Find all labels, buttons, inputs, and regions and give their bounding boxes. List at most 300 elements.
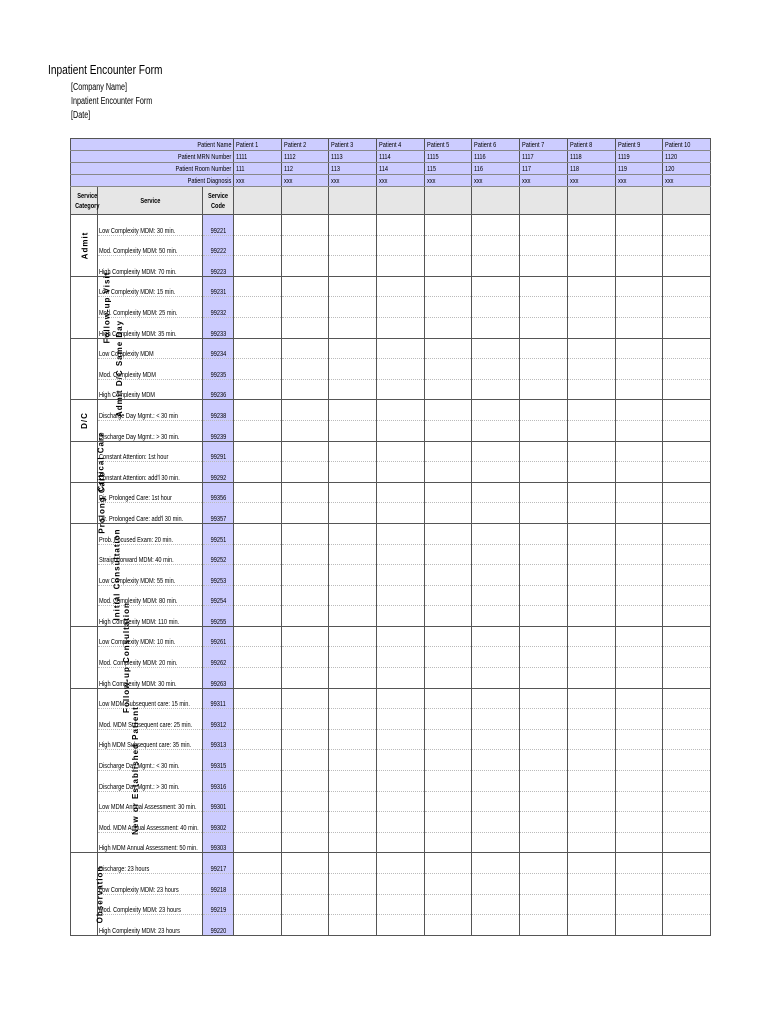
encounter-entry-cell[interactable] [567,750,615,771]
encounter-entry-cell[interactable] [234,297,282,318]
encounter-entry-cell[interactable] [472,688,520,709]
encounter-entry-cell[interactable] [234,771,282,792]
encounter-entry-cell[interactable] [281,812,329,833]
patient-cell-name[interactable] [663,139,711,151]
encounter-entry-cell[interactable] [329,729,377,750]
encounter-entry-cell[interactable] [472,791,520,812]
encounter-entry-cell[interactable] [472,379,520,400]
encounter-entry-cell[interactable] [567,626,615,647]
encounter-entry-cell[interactable] [567,297,615,318]
encounter-entry-cell[interactable] [472,441,520,462]
encounter-entry-cell[interactable] [234,523,282,544]
encounter-entry-cell[interactable] [615,503,663,524]
encounter-entry-cell[interactable] [234,235,282,256]
encounter-entry-cell[interactable] [520,420,568,441]
encounter-entry-cell[interactable] [424,874,472,895]
encounter-entry-cell[interactable] [281,915,329,936]
encounter-entry-cell[interactable] [663,503,711,524]
encounter-entry-cell[interactable] [424,359,472,380]
encounter-entry-cell[interactable] [567,832,615,853]
patient-cell-name[interactable] [520,139,568,151]
encounter-entry-cell[interactable] [377,441,425,462]
patient-cell-room[interactable] [472,163,520,175]
encounter-entry-cell[interactable] [663,894,711,915]
encounter-entry-cell[interactable] [472,215,520,236]
encounter-entry-cell[interactable] [377,359,425,380]
encounter-entry-cell[interactable] [615,750,663,771]
encounter-entry-cell[interactable] [567,894,615,915]
patient-cell-dx[interactable] [472,175,520,187]
encounter-entry-cell[interactable] [424,235,472,256]
encounter-entry-cell[interactable] [567,606,615,627]
encounter-entry-cell[interactable] [234,400,282,421]
encounter-entry-cell[interactable] [520,668,568,689]
encounter-entry-cell[interactable] [329,874,377,895]
encounter-entry-cell[interactable] [615,379,663,400]
encounter-entry-cell[interactable] [567,276,615,297]
encounter-entry-cell[interactable] [377,585,425,606]
encounter-entry-cell[interactable] [234,276,282,297]
encounter-entry-cell[interactable] [567,853,615,874]
encounter-entry-cell[interactable] [472,812,520,833]
patient-cell-mrn[interactable] [377,151,425,163]
encounter-entry-cell[interactable] [615,585,663,606]
patient-cell-room[interactable] [567,163,615,175]
encounter-entry-cell[interactable] [424,462,472,483]
encounter-entry-cell[interactable] [663,688,711,709]
encounter-entry-cell[interactable] [424,750,472,771]
encounter-entry-cell[interactable] [281,441,329,462]
encounter-entry-cell[interactable] [234,853,282,874]
encounter-entry-cell[interactable] [424,338,472,359]
patient-cell-name[interactable] [234,139,282,151]
encounter-entry-cell[interactable] [377,688,425,709]
encounter-entry-cell[interactable] [377,482,425,503]
encounter-entry-cell[interactable] [329,420,377,441]
encounter-entry-cell[interactable] [424,565,472,586]
encounter-entry-cell[interactable] [281,894,329,915]
encounter-entry-cell[interactable] [329,791,377,812]
encounter-entry-cell[interactable] [520,626,568,647]
encounter-entry-cell[interactable] [615,441,663,462]
encounter-entry-cell[interactable] [615,874,663,895]
encounter-entry-cell[interactable] [472,647,520,668]
encounter-entry-cell[interactable] [281,297,329,318]
encounter-entry-cell[interactable] [424,729,472,750]
encounter-entry-cell[interactable] [520,462,568,483]
patient-cell-mrn[interactable] [615,151,663,163]
patient-cell-mrn[interactable] [329,151,377,163]
encounter-entry-cell[interactable] [234,317,282,338]
encounter-entry-cell[interactable] [234,256,282,277]
encounter-entry-cell[interactable] [520,812,568,833]
encounter-entry-cell[interactable] [234,420,282,441]
encounter-entry-cell[interactable] [281,482,329,503]
encounter-entry-cell[interactable] [377,791,425,812]
encounter-entry-cell[interactable] [424,379,472,400]
encounter-entry-cell[interactable] [329,523,377,544]
encounter-entry-cell[interactable] [234,359,282,380]
encounter-entry-cell[interactable] [234,565,282,586]
encounter-entry-cell[interactable] [281,215,329,236]
encounter-entry-cell[interactable] [377,626,425,647]
encounter-entry-cell[interactable] [615,668,663,689]
encounter-entry-cell[interactable] [377,832,425,853]
encounter-entry-cell[interactable] [377,750,425,771]
encounter-entry-cell[interactable] [567,482,615,503]
encounter-entry-cell[interactable] [234,585,282,606]
encounter-entry-cell[interactable] [472,297,520,318]
encounter-entry-cell[interactable] [663,565,711,586]
encounter-entry-cell[interactable] [567,317,615,338]
encounter-entry-cell[interactable] [424,441,472,462]
encounter-entry-cell[interactable] [663,709,711,730]
encounter-entry-cell[interactable] [424,832,472,853]
encounter-entry-cell[interactable] [329,359,377,380]
encounter-entry-cell[interactable] [663,359,711,380]
encounter-entry-cell[interactable] [281,585,329,606]
encounter-entry-cell[interactable] [234,668,282,689]
patient-cell-name[interactable] [615,139,663,151]
encounter-entry-cell[interactable] [567,379,615,400]
encounter-entry-cell[interactable] [281,853,329,874]
patient-cell-room[interactable] [615,163,663,175]
encounter-entry-cell[interactable] [234,874,282,895]
encounter-entry-cell[interactable] [520,565,568,586]
encounter-entry-cell[interactable] [329,894,377,915]
encounter-entry-cell[interactable] [281,256,329,277]
encounter-entry-cell[interactable] [663,606,711,627]
encounter-entry-cell[interactable] [615,338,663,359]
encounter-entry-cell[interactable] [472,482,520,503]
encounter-entry-cell[interactable] [234,482,282,503]
encounter-entry-cell[interactable] [615,688,663,709]
encounter-entry-cell[interactable] [281,874,329,895]
encounter-entry-cell[interactable] [663,441,711,462]
encounter-entry-cell[interactable] [424,771,472,792]
encounter-entry-cell[interactable] [520,235,568,256]
encounter-entry-cell[interactable] [377,338,425,359]
encounter-entry-cell[interactable] [567,544,615,565]
patient-cell-mrn[interactable] [472,151,520,163]
encounter-entry-cell[interactable] [615,647,663,668]
encounter-entry-cell[interactable] [615,894,663,915]
encounter-entry-cell[interactable] [520,276,568,297]
encounter-entry-cell[interactable] [377,297,425,318]
encounter-entry-cell[interactable] [567,709,615,730]
encounter-entry-cell[interactable] [377,729,425,750]
encounter-entry-cell[interactable] [615,462,663,483]
encounter-entry-cell[interactable] [472,338,520,359]
encounter-entry-cell[interactable] [615,215,663,236]
encounter-entry-cell[interactable] [567,812,615,833]
encounter-entry-cell[interactable] [329,668,377,689]
encounter-entry-cell[interactable] [377,379,425,400]
encounter-entry-cell[interactable] [567,215,615,236]
encounter-entry-cell[interactable] [424,503,472,524]
encounter-entry-cell[interactable] [424,420,472,441]
encounter-entry-cell[interactable] [663,276,711,297]
encounter-entry-cell[interactable] [329,585,377,606]
encounter-entry-cell[interactable] [520,544,568,565]
patient-cell-dx[interactable] [329,175,377,187]
encounter-entry-cell[interactable] [520,853,568,874]
encounter-entry-cell[interactable] [520,832,568,853]
encounter-entry-cell[interactable] [377,400,425,421]
encounter-entry-cell[interactable] [615,235,663,256]
patient-cell-name[interactable] [329,139,377,151]
encounter-entry-cell[interactable] [663,832,711,853]
encounter-entry-cell[interactable] [281,771,329,792]
encounter-entry-cell[interactable] [329,915,377,936]
encounter-entry-cell[interactable] [663,647,711,668]
encounter-entry-cell[interactable] [281,606,329,627]
encounter-entry-cell[interactable] [663,791,711,812]
encounter-entry-cell[interactable] [234,215,282,236]
encounter-entry-cell[interactable] [615,812,663,833]
encounter-entry-cell[interactable] [663,317,711,338]
encounter-entry-cell[interactable] [615,709,663,730]
patient-cell-room[interactable] [329,163,377,175]
encounter-entry-cell[interactable] [281,523,329,544]
patient-cell-dx[interactable] [377,175,425,187]
encounter-entry-cell[interactable] [520,379,568,400]
patient-cell-dx[interactable] [615,175,663,187]
encounter-entry-cell[interactable] [520,647,568,668]
encounter-entry-cell[interactable] [329,544,377,565]
encounter-entry-cell[interactable] [281,400,329,421]
encounter-entry-cell[interactable] [329,709,377,730]
encounter-entry-cell[interactable] [663,400,711,421]
encounter-entry-cell[interactable] [663,235,711,256]
encounter-entry-cell[interactable] [520,709,568,730]
encounter-entry-cell[interactable] [520,688,568,709]
encounter-entry-cell[interactable] [424,647,472,668]
encounter-entry-cell[interactable] [615,359,663,380]
encounter-entry-cell[interactable] [377,565,425,586]
encounter-entry-cell[interactable] [424,688,472,709]
encounter-entry-cell[interactable] [281,235,329,256]
encounter-entry-cell[interactable] [281,420,329,441]
encounter-entry-cell[interactable] [567,256,615,277]
encounter-entry-cell[interactable] [663,853,711,874]
encounter-entry-cell[interactable] [377,503,425,524]
encounter-entry-cell[interactable] [329,565,377,586]
encounter-entry-cell[interactable] [329,647,377,668]
encounter-entry-cell[interactable] [234,729,282,750]
encounter-entry-cell[interactable] [329,606,377,627]
encounter-entry-cell[interactable] [567,771,615,792]
patient-cell-room[interactable] [663,163,711,175]
encounter-entry-cell[interactable] [281,688,329,709]
encounter-entry-cell[interactable] [663,544,711,565]
encounter-entry-cell[interactable] [663,523,711,544]
encounter-entry-cell[interactable] [567,668,615,689]
encounter-entry-cell[interactable] [663,256,711,277]
encounter-entry-cell[interactable] [377,462,425,483]
encounter-entry-cell[interactable] [520,915,568,936]
encounter-entry-cell[interactable] [424,482,472,503]
encounter-entry-cell[interactable] [663,668,711,689]
encounter-entry-cell[interactable] [567,874,615,895]
patient-cell-dx[interactable] [234,175,282,187]
encounter-entry-cell[interactable] [281,668,329,689]
encounter-entry-cell[interactable] [567,235,615,256]
encounter-entry-cell[interactable] [472,853,520,874]
encounter-entry-cell[interactable] [234,544,282,565]
encounter-entry-cell[interactable] [234,462,282,483]
patient-cell-name[interactable] [424,139,472,151]
encounter-entry-cell[interactable] [424,626,472,647]
encounter-entry-cell[interactable] [377,523,425,544]
encounter-entry-cell[interactable] [520,791,568,812]
encounter-entry-cell[interactable] [377,544,425,565]
encounter-entry-cell[interactable] [329,482,377,503]
encounter-entry-cell[interactable] [520,729,568,750]
encounter-entry-cell[interactable] [424,297,472,318]
patient-cell-dx[interactable] [520,175,568,187]
encounter-entry-cell[interactable] [377,709,425,730]
encounter-entry-cell[interactable] [234,894,282,915]
encounter-entry-cell[interactable] [567,400,615,421]
encounter-entry-cell[interactable] [472,359,520,380]
encounter-entry-cell[interactable] [567,503,615,524]
encounter-entry-cell[interactable] [424,317,472,338]
encounter-entry-cell[interactable] [663,215,711,236]
encounter-entry-cell[interactable] [329,771,377,792]
encounter-entry-cell[interactable] [567,441,615,462]
encounter-entry-cell[interactable] [377,256,425,277]
encounter-entry-cell[interactable] [281,626,329,647]
patient-cell-room[interactable] [424,163,472,175]
encounter-entry-cell[interactable] [472,668,520,689]
encounter-entry-cell[interactable] [234,915,282,936]
encounter-entry-cell[interactable] [377,874,425,895]
encounter-entry-cell[interactable] [234,441,282,462]
encounter-entry-cell[interactable] [663,462,711,483]
encounter-entry-cell[interactable] [663,812,711,833]
encounter-entry-cell[interactable] [520,297,568,318]
encounter-entry-cell[interactable] [377,606,425,627]
encounter-entry-cell[interactable] [472,729,520,750]
encounter-entry-cell[interactable] [424,915,472,936]
encounter-entry-cell[interactable] [377,668,425,689]
patient-cell-name[interactable] [567,139,615,151]
encounter-entry-cell[interactable] [663,379,711,400]
encounter-entry-cell[interactable] [472,750,520,771]
encounter-entry-cell[interactable] [281,750,329,771]
encounter-entry-cell[interactable] [472,276,520,297]
encounter-entry-cell[interactable] [520,894,568,915]
encounter-entry-cell[interactable] [377,276,425,297]
patient-cell-mrn[interactable] [520,151,568,163]
encounter-entry-cell[interactable] [615,791,663,812]
encounter-entry-cell[interactable] [472,606,520,627]
encounter-entry-cell[interactable] [520,256,568,277]
encounter-entry-cell[interactable] [329,626,377,647]
encounter-entry-cell[interactable] [234,750,282,771]
encounter-entry-cell[interactable] [663,297,711,318]
encounter-entry-cell[interactable] [520,359,568,380]
encounter-entry-cell[interactable] [615,565,663,586]
encounter-entry-cell[interactable] [424,709,472,730]
encounter-entry-cell[interactable] [520,400,568,421]
encounter-entry-cell[interactable] [281,338,329,359]
encounter-entry-cell[interactable] [615,297,663,318]
encounter-entry-cell[interactable] [472,503,520,524]
patient-cell-mrn[interactable] [281,151,329,163]
encounter-entry-cell[interactable] [329,379,377,400]
encounter-entry-cell[interactable] [663,585,711,606]
encounter-entry-cell[interactable] [329,441,377,462]
encounter-entry-cell[interactable] [663,915,711,936]
encounter-entry-cell[interactable] [615,400,663,421]
encounter-entry-cell[interactable] [281,544,329,565]
encounter-entry-cell[interactable] [377,235,425,256]
encounter-entry-cell[interactable] [472,709,520,730]
encounter-entry-cell[interactable] [329,462,377,483]
encounter-entry-cell[interactable] [234,503,282,524]
encounter-entry-cell[interactable] [377,647,425,668]
encounter-entry-cell[interactable] [424,853,472,874]
encounter-entry-cell[interactable] [234,606,282,627]
encounter-entry-cell[interactable] [424,215,472,236]
patient-cell-name[interactable] [281,139,329,151]
encounter-entry-cell[interactable] [234,832,282,853]
encounter-entry-cell[interactable] [663,771,711,792]
encounter-entry-cell[interactable] [567,585,615,606]
encounter-entry-cell[interactable] [663,729,711,750]
encounter-entry-cell[interactable] [329,832,377,853]
encounter-entry-cell[interactable] [472,915,520,936]
encounter-entry-cell[interactable] [615,771,663,792]
encounter-entry-cell[interactable] [329,503,377,524]
encounter-entry-cell[interactable] [472,256,520,277]
encounter-entry-cell[interactable] [615,482,663,503]
encounter-entry-cell[interactable] [615,420,663,441]
encounter-entry-cell[interactable] [424,523,472,544]
encounter-entry-cell[interactable] [424,812,472,833]
patient-cell-room[interactable] [520,163,568,175]
encounter-entry-cell[interactable] [424,606,472,627]
encounter-entry-cell[interactable] [472,626,520,647]
encounter-entry-cell[interactable] [567,338,615,359]
encounter-entry-cell[interactable] [520,482,568,503]
encounter-entry-cell[interactable] [520,585,568,606]
encounter-entry-cell[interactable] [281,276,329,297]
encounter-entry-cell[interactable] [615,915,663,936]
patient-cell-name[interactable] [377,139,425,151]
encounter-entry-cell[interactable] [424,791,472,812]
encounter-entry-cell[interactable] [615,729,663,750]
encounter-entry-cell[interactable] [615,853,663,874]
encounter-entry-cell[interactable] [329,338,377,359]
encounter-entry-cell[interactable] [615,256,663,277]
encounter-entry-cell[interactable] [615,606,663,627]
encounter-entry-cell[interactable] [615,317,663,338]
encounter-entry-cell[interactable] [424,276,472,297]
encounter-entry-cell[interactable] [520,606,568,627]
encounter-entry-cell[interactable] [329,853,377,874]
encounter-entry-cell[interactable] [615,276,663,297]
encounter-entry-cell[interactable] [472,544,520,565]
encounter-entry-cell[interactable] [234,709,282,730]
encounter-entry-cell[interactable] [329,750,377,771]
encounter-entry-cell[interactable] [567,729,615,750]
patient-cell-dx[interactable] [281,175,329,187]
patient-cell-room[interactable] [234,163,282,175]
encounter-entry-cell[interactable] [520,523,568,544]
